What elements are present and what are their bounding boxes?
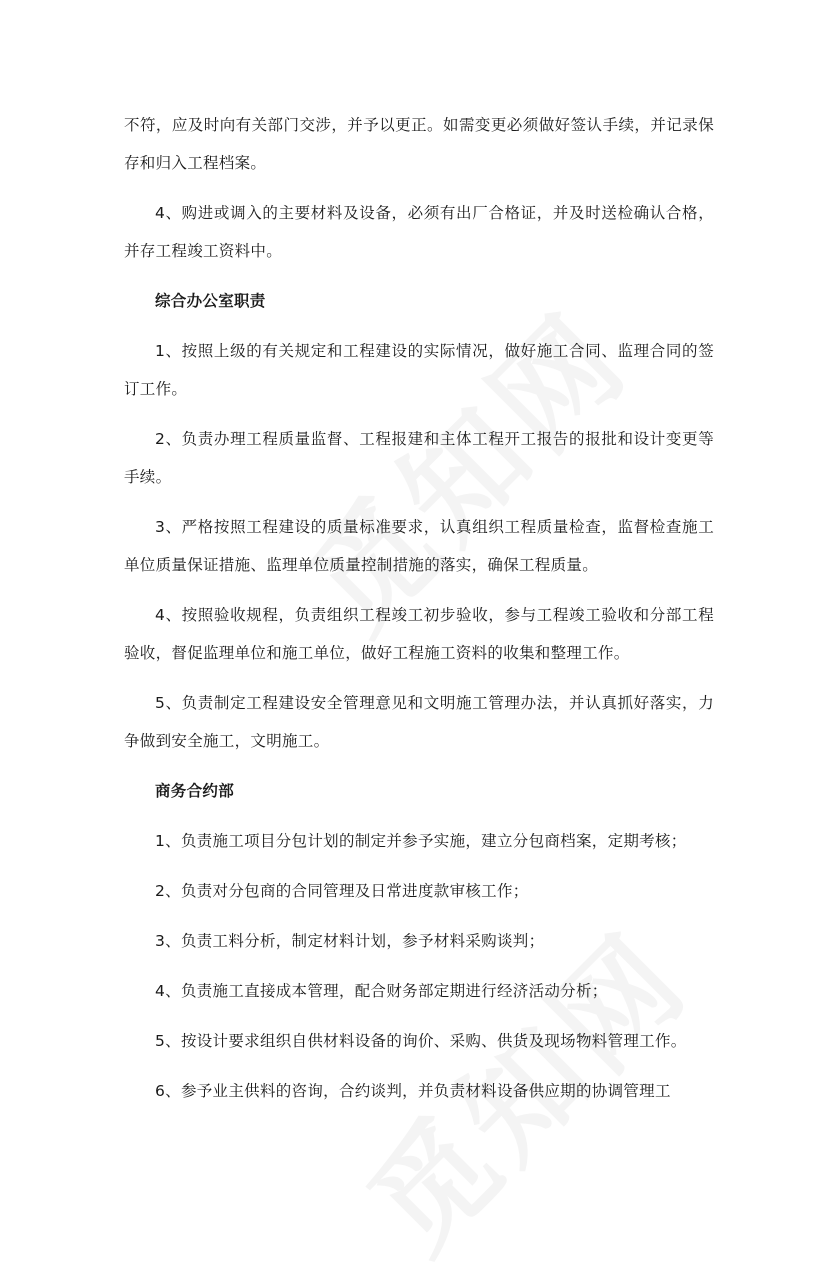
document-body bbox=[124, 106, 714, 1122]
paragraph: 4、购进或调入的主要材料及设备，必须有出厂合格证，并及时送检确认合格，并存工程竣工资料中。 bbox=[124, 204, 714, 260]
section-heading: 商务合约部 bbox=[155, 782, 235, 800]
paragraph: 不符，应及时向有关部门交涉，并予以更正。如需变更必须做好签认手续，并记录保存和归入工程档案。 bbox=[124, 116, 714, 172]
paragraph: 4、负责施工直接成本管理，配合财务部定期进行经济活动分析； bbox=[155, 982, 608, 1000]
paragraph: 3、严格按照工程建设的质量标准要求，认真组织工程质量检查，监督检查施工单位质量保证措施、监理单位质量控制措施的落实，确保工程质量。 bbox=[124, 518, 714, 574]
paragraph: 1、负责施工项目分包计划的制定并参予实施，建立分包商档案，定期考核； bbox=[155, 832, 687, 850]
paragraph: 2、负责对分包商的合同管理及日常进度款审核工作； bbox=[155, 882, 529, 900]
paragraph: 5、负责制定工程建设安全管理意见和文明施工管理办法，并认真抓好落实，力争做到安全施工，文明施工。 bbox=[124, 694, 714, 750]
paragraph: 5、按设计要求组织自供材料设备的询价、采购、供货及现场物料管理工作。 bbox=[155, 1032, 687, 1050]
paragraph: 4、按照验收规程，负责组织工程竣工初步验收，参与工程竣工验收和分部工程验收，督促监理单位和施工单位，做好工程施工资料的收集和整理工作。 bbox=[124, 606, 714, 662]
paragraph: 3、负责工料分析，制定材料计划，参予材料采购谈判； bbox=[155, 932, 545, 950]
section-heading: 综合办公室职责 bbox=[155, 292, 266, 310]
paragraph: 6、参予业主供料的咨询，合约谈判，并负责材料设备供应期的协调管理工 bbox=[155, 1082, 671, 1100]
paragraph: 2、负责办理工程质量监督、工程报建和主体工程开工报告的报批和设计变更等手续。 bbox=[124, 430, 714, 486]
paragraph: 1、按照上级的有关规定和工程建设的实际情况，做好施工合同、监理合同的签订工作。 bbox=[124, 342, 714, 398]
